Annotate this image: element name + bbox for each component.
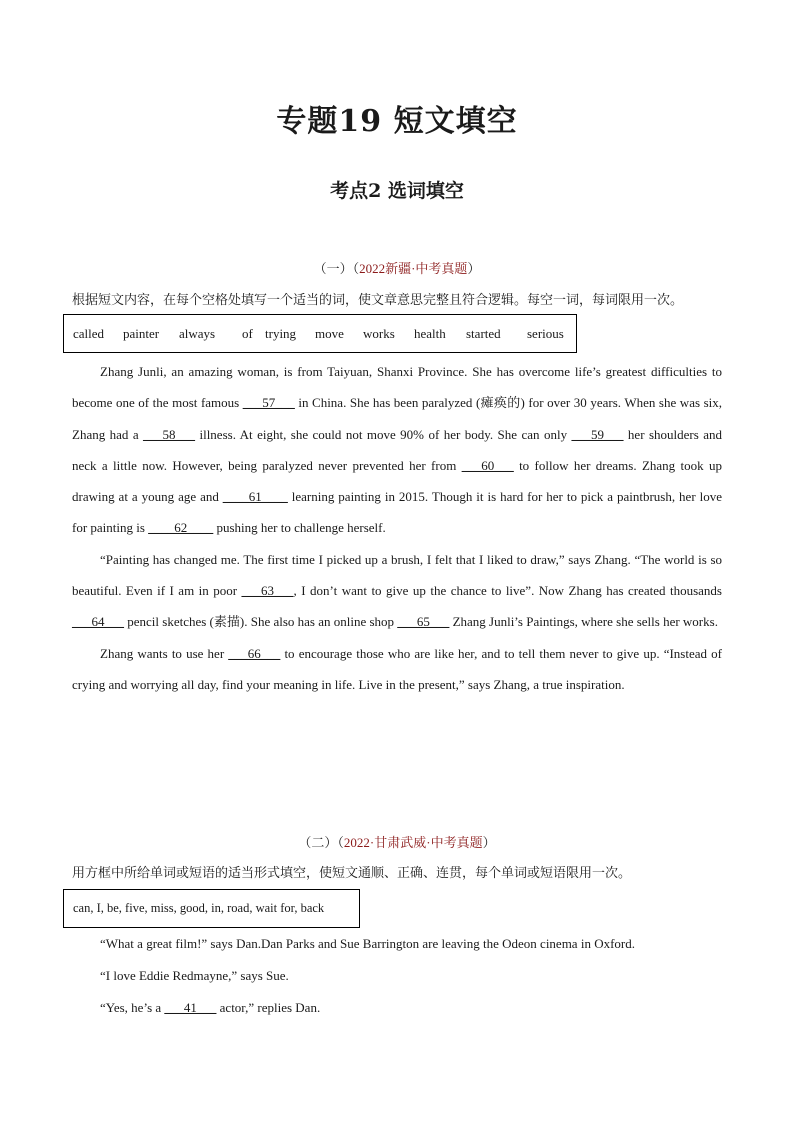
- blank-59[interactable]: ___59___: [571, 426, 624, 442]
- dialogue-line: [100, 1000, 320, 1016]
- passage-text: “Painting has changed me. The first time I picked up a brush, I felt that I liked to draw,” says Zhang. “The world is so beautiful. Even if I am in poor: [72, 551, 722, 599]
- dialogue-line: “What a great film!” says Dan.Dan Parks and Sue Barrington are leaving the Odeon cinema in Oxford.: [100, 936, 635, 951]
- passage-paragraph: [72, 356, 722, 544]
- word-bank-item: called: [73, 325, 105, 341]
- passage-text: Zhang Junli’s Paintings, where she sells her works.: [449, 614, 718, 630]
- word-bank-item: of: [242, 325, 253, 341]
- passage-text: pushing her to challenge herself.: [213, 520, 386, 536]
- word-bank-item: move: [315, 325, 344, 341]
- passage-text: illness. At eight, she could not move 90% of her body. She can only: [195, 426, 572, 442]
- section1-heading-suffix: ）: [467, 261, 481, 276]
- section2-instruction: 用方框中所给单词或短语的适当形式填空，使短文通顺、正确、连贯，每个单词或短语限用一次。: [72, 866, 632, 881]
- blank-65[interactable]: ___65___: [397, 614, 450, 630]
- section2-source: 2022·甘肃武威·中考真题: [343, 835, 483, 850]
- blank-62[interactable]: ____62____: [148, 520, 214, 536]
- section2-heading: [0, 832, 794, 851]
- section1-source: 2022新疆·中考真题: [359, 261, 468, 276]
- word-bank-item: always: [179, 325, 216, 341]
- passage-text: to encourage those who are like her, and to tell them never to give up. “Instead of crying and worrying all day, find your meaning in life. Live in the present,” says Zhang, a true inspiration.: [72, 645, 722, 692]
- section1-heading-prefix: （一）（: [313, 261, 360, 276]
- blank-61[interactable]: ____61____: [222, 489, 288, 505]
- passage-text: pencil sketches (素描). She also has an online shop: [124, 614, 398, 630]
- passage-text: Zhang wants to use her: [100, 645, 229, 661]
- passage-text: , I don’t want to give up the chance to live”. Now Zhang has created thousands: [293, 583, 722, 599]
- word-bank-item: painter: [123, 325, 160, 341]
- word-bank-item: works: [363, 325, 395, 341]
- page-title: 专题19 短文填空: [276, 104, 518, 139]
- blank-63[interactable]: ___63___: [241, 583, 294, 599]
- dialogue-text: “Yes, he’s a: [100, 1000, 165, 1015]
- blank-64[interactable]: ___64___: [72, 614, 124, 630]
- section1-heading: [0, 258, 794, 277]
- section1-instruction: 根据短文内容，在每个空格处填写一个适当的词，使文章意思完整且符合逻辑。每空一词，每词限用一次。: [72, 293, 684, 308]
- dialogue-text: actor,” replies Dan.: [216, 1000, 321, 1015]
- word-bank-item: started: [466, 325, 501, 341]
- section1-passage: [72, 356, 722, 700]
- passage-text: learning painting in 2015. Though it is hard for her to pick a paintbrush, her love for painting is: [72, 489, 722, 536]
- page-subtitle: 考点2 选词填空: [330, 180, 464, 202]
- blank-66[interactable]: ___66___: [228, 645, 281, 661]
- section2-heading-prefix: （二）（: [298, 835, 344, 850]
- passage-text: her shoulders and neck a little now. However, being paralyzed never prevented her from: [72, 426, 722, 473]
- section2-heading-suffix: ）: [482, 835, 496, 850]
- word-bank-item: serious: [527, 325, 564, 341]
- blank-60[interactable]: ___60___: [461, 457, 514, 473]
- blank-58[interactable]: ___58___: [143, 426, 196, 442]
- word-bank-item: health: [414, 325, 446, 341]
- word-bank-list: can, I, be, five, miss, good, in, road, wait for, back: [73, 901, 325, 915]
- section1-word-bank: [63, 314, 577, 353]
- passage-text: Zhang Junli, an amazing woman, is from Taiyuan, Shanxi Province. She has overcome life’s greatest difficulties to become one of the most famous: [72, 364, 722, 411]
- passage-paragraph: [72, 544, 722, 638]
- passage-text: to follow her dreams. Zhang took up drawing at a young age and: [72, 457, 723, 505]
- passage-text: in China. She has been paralyzed (瘫痪的) for over 30 years. When she was six, Zhang had a: [72, 395, 723, 442]
- blank-57[interactable]: ___57___: [242, 395, 295, 411]
- word-bank-item: trying: [265, 325, 297, 341]
- dialogue-line: “I love Eddie Redmayne,” says Sue.: [100, 968, 289, 983]
- section2-word-bank: [63, 889, 360, 928]
- passage-paragraph: [72, 638, 722, 701]
- blank-41[interactable]: ___41___: [164, 1000, 217, 1015]
